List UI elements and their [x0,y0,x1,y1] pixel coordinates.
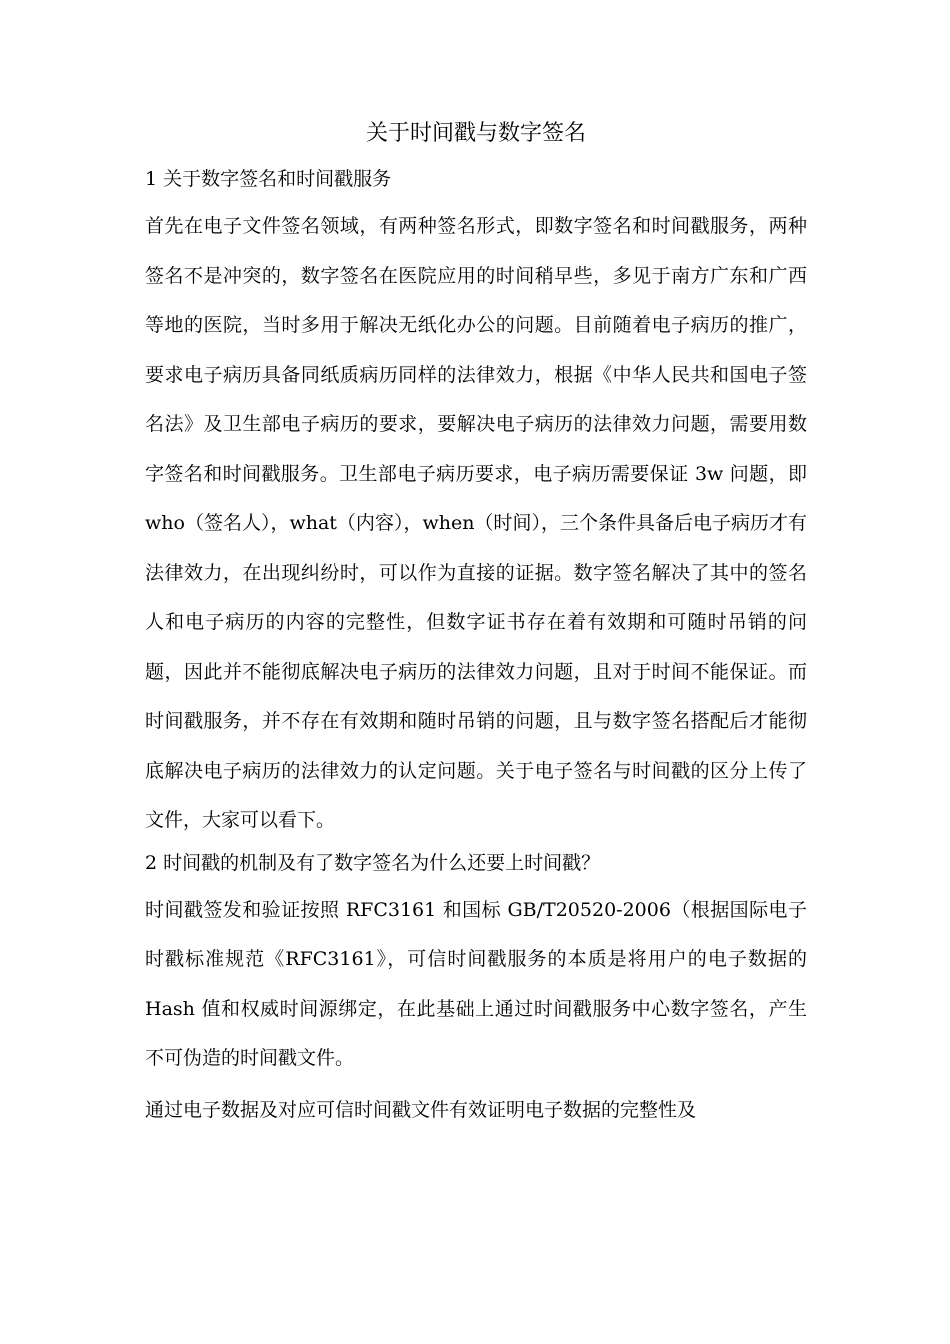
section-2 [145,846,807,1136]
section-1-heading: 1 关于数字签名和时间戳服务 [145,168,392,190]
section-1-paragraph-1: 首先在电子文件签名领域，有两种签名形式，即数字签名和时间戳服务，两种签名不是冲突的，数字签名在医院应用的时间稍早些，多见于南方广东和广西等地的医院，当时多用于解决无纸化办公的问题。目前随着电子病历的推广，要求电子病历具备同纸质病历同样的法律效力，根据《中华人民共和国电子签名法》及卫生部电子病历的要求，要解决电子病历的法律效力问题，需要用数字签名和时间戳服务。卫生部电子病历要求，电子病历需要保证 3w 问题，即 who（签名人），what（内容），when（时间），三个条件具备后电子病历才有法律效力，在出现纠纷时，可以作为直接的证据。数字签名解决了其中的签名人和电子病历的内容的完整性，但数字证书存在着有效期和可随时吊销的问题，因此并不能彻底解决电子病历的法律效力问题，且对于时间不能保证。而时间戳服务，并不存在有效期和随时吊销的问题，且与数字签名搭配后才能彻底解决电子病历的法律效力的认定问题。关于电子签名与时间戳的区分上传了文件，大家可以看下。 [145,215,807,831]
document-page [145,112,807,1135]
section-2-heading: 2 时间戳的机制及有了数字签名为什么还要上时间戳？ [145,851,601,874]
document-title: 关于时间戳与数字签名 [365,121,586,146]
section-1 [145,162,807,846]
section-2-paragraph-2: 通过电子数据及对应可信时间戳文件有效证明电子数据的完整性及 [145,1098,697,1121]
section-2-paragraph-1: 时间戳签发和验证按照 RFC3161 和国标 GB/T20520-2006（根据国际电子时戳标准规范《RFC3161》，可信时间戳服务的本质是将用户的电子数据的 Hash 值和权威时间源绑定，在此基础上通过时间戳服务中心数字签名，产生不可伪造的时间戳文件。 [145,898,807,1069]
